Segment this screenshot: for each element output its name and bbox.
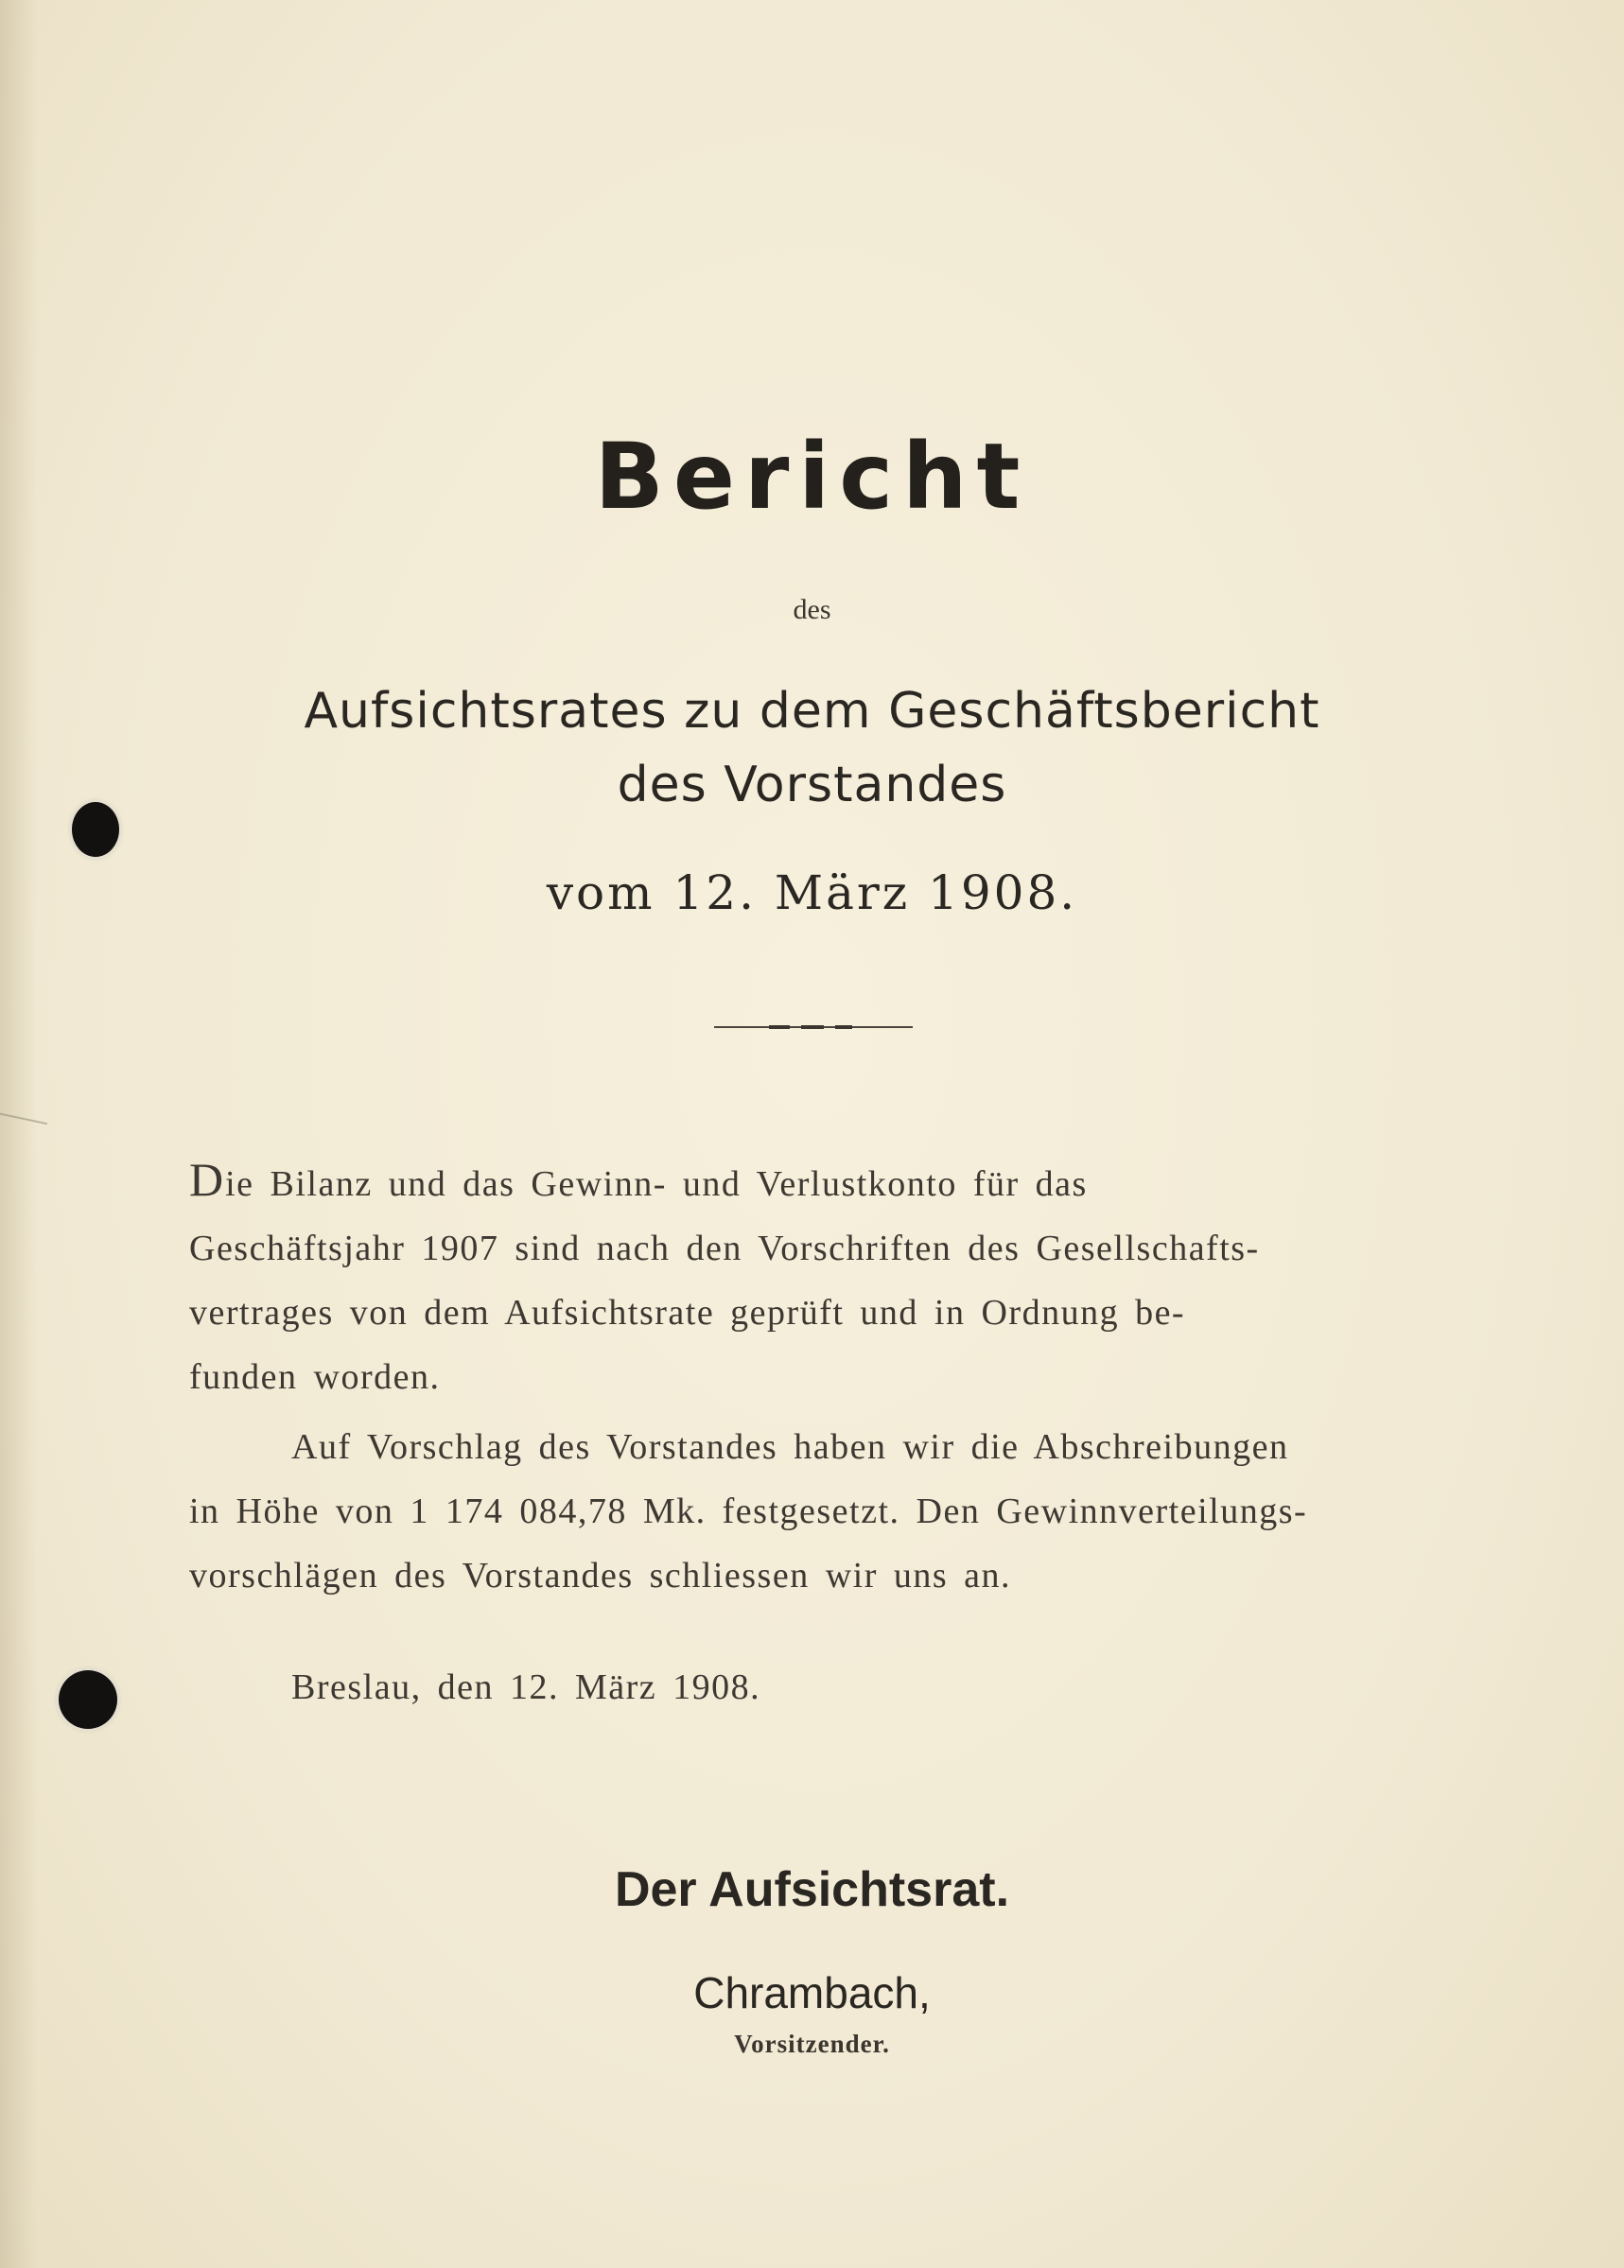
subtitle-line-1: Aufsichtsrates zu dem Geschäftsbericht xyxy=(304,683,1320,740)
board-signature-heading: Der Aufsichtsrat. xyxy=(614,1862,1010,1917)
ornamental-divider xyxy=(714,1024,913,1030)
paragraph-1-line-1: Die Bilanz und das Gewinn- und Verlustkonto für das xyxy=(189,1153,1088,1206)
punch-hole-top xyxy=(72,802,119,857)
paragraph-1 xyxy=(189,1147,1438,1409)
report-date: vom 12. März 1908. xyxy=(546,865,1078,920)
paragraph-1-line-4: funden worden. xyxy=(189,1357,441,1397)
paragraph-2-line-3: vorschlägen des Vorstandes schliessen wir uns an. xyxy=(189,1556,1012,1596)
place-and-date: Breslau, den 12. März 1908. xyxy=(291,1667,761,1707)
signer-role: Vorsitzender. xyxy=(734,2030,890,2058)
punch-hole-bottom xyxy=(59,1670,117,1729)
page-edge-shadow xyxy=(0,0,38,2268)
document-title: Bericht xyxy=(594,424,1030,530)
paragraph-2 xyxy=(189,1415,1438,1608)
paragraph-1-line-3: vertrages von dem Aufsichtsrate geprüft und in Ordnung be- xyxy=(189,1293,1186,1333)
paragraph-1-line-2: Geschäftsjahr 1907 sind nach den Vorschriften des Gesellschafts- xyxy=(189,1229,1260,1268)
paragraph-2-line-1: Auf Vorschlag des Vorstandes haben wir die Abschreibungen xyxy=(291,1427,1289,1467)
signer-name: Chrambach, xyxy=(693,1968,931,2017)
subtitle-line-2: des Vorstandes xyxy=(617,757,1007,813)
paragraph-2-line-2: in Höhe von 1 174 084,78 Mk. festgesetzt. Den Gewinnverteilungs- xyxy=(189,1492,1308,1531)
title-preposition: des xyxy=(793,594,831,625)
show-through-1 xyxy=(605,567,641,689)
drop-cap: D xyxy=(189,1153,226,1206)
